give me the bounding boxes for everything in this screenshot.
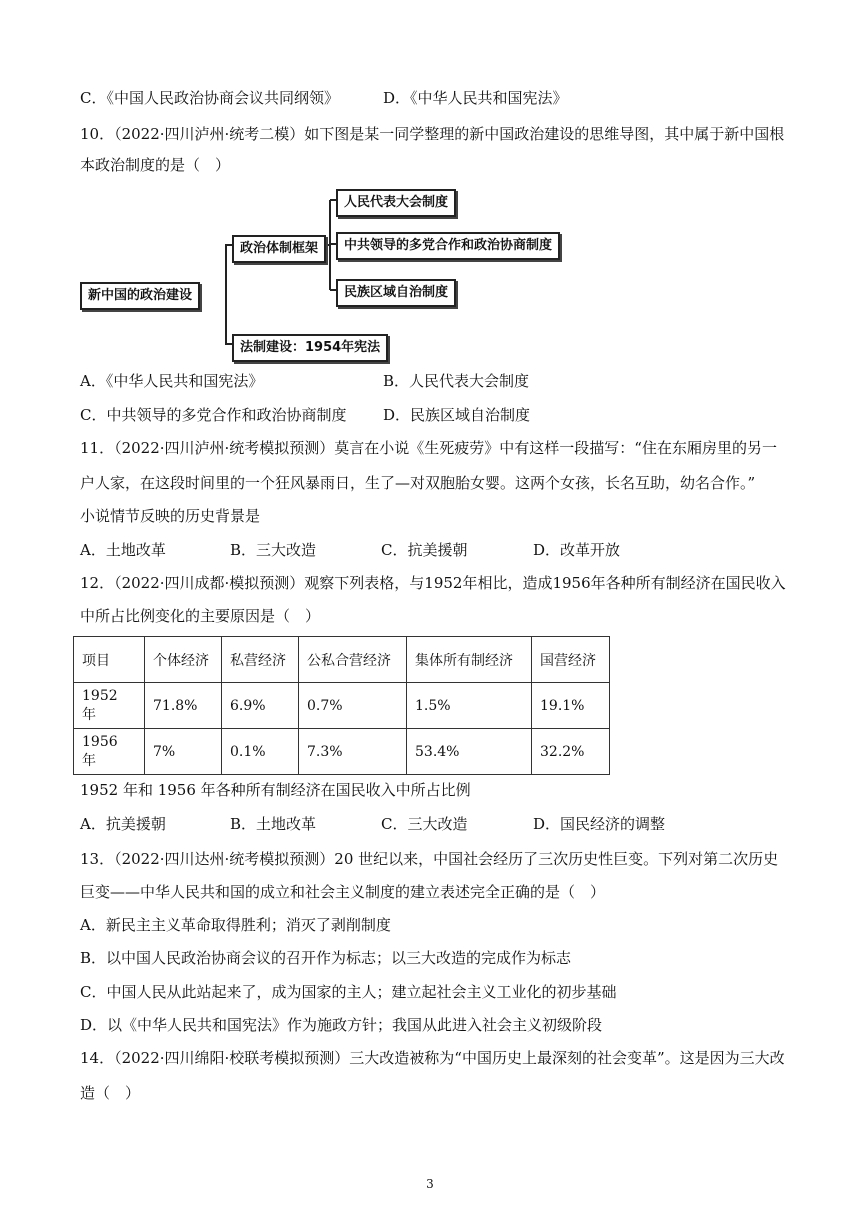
q11-stem-line3: 小说情节反映的历史背景是 xyxy=(80,507,261,525)
table-header-cell: 项目 xyxy=(74,637,145,683)
q12-stem-line2: 中所占比例变化的主要原因是（ ） xyxy=(80,607,321,625)
q10-option-a: A．《中华人民共和国宪法》 xyxy=(80,372,264,390)
q11-option-c: C．抗美援朝 xyxy=(381,541,468,559)
table-cell: 53.4% xyxy=(407,729,532,775)
q12-table-caption: 1952 年和 1956 年各种所有制经济在国民收入中所占比例 xyxy=(80,781,471,799)
table-cell: 71.8% xyxy=(145,683,222,729)
q12-option-b: B．土地改革 xyxy=(230,815,317,833)
q12-option-d: D．国民经济的调整 xyxy=(533,815,666,833)
table-cell: 6.9% xyxy=(222,683,299,729)
table-row xyxy=(74,729,610,775)
q10-option-c: C．中共领导的多党合作和政治协商制度 xyxy=(80,406,347,424)
mindmap-root: 新中国的政治建设 xyxy=(80,282,200,310)
q13-option-c: C．中国人民从此站起来了，成为国家的主人；建立起社会主义工业化的初步基础 xyxy=(80,983,617,1001)
table-header-cell: 集体所有制经济 xyxy=(407,637,532,683)
table-header-cell: 公私合营经济 xyxy=(299,637,407,683)
q11-option-a: A．土地改革 xyxy=(80,541,166,559)
q13-option-d: D．以《中华人民共和国宪法》作为施政方针；我国从此进入社会主义初级阶段 xyxy=(80,1016,603,1034)
q13-stem-line2: 巨变——中华人民共和国的成立和社会主义制度的建立表述完全正确的是（ ） xyxy=(80,883,606,901)
q12-stem-line1: 12．（2022·四川成都·模拟预测）观察下列表格，与1952年相比，造成1956年各种所有制经济在国民收入 xyxy=(80,574,786,592)
q10-option-b: B．人民代表大会制度 xyxy=(383,372,530,390)
q11-stem-line2: 户人家，在这段时间里的一个狂风暴雨日，生了—对双胞胎女婴。这两个女孩，长名互助，幼名合作。” xyxy=(80,474,756,492)
q9-option-d: D．《中华人民共和国宪法》 xyxy=(383,89,568,107)
table-cell: 1956 年 xyxy=(74,729,145,775)
q11-option-d: D．改革开放 xyxy=(533,541,621,559)
q11-option-b: B．三大改造 xyxy=(230,541,317,559)
table-cell: 19.1% xyxy=(532,683,610,729)
q13-stem-line1: 13．（2022·四川达州·统考模拟预测）20 世纪以来，中国社会经历了三次历史性巨变。下列对第二次历史 xyxy=(80,850,779,868)
table-header-row xyxy=(74,637,610,683)
q10-stem-line2: 本政治制度的是（ ） xyxy=(80,156,231,174)
q14-stem-line1: 14．（2022·四川绵阳·校联考模拟预测）三大改造被称为“中国历史上最深刻的社会变革”。这是因为三大改 xyxy=(80,1049,785,1067)
table-cell: 7% xyxy=(145,729,222,775)
q9-option-c: C．《中国人民政治协商会议共同纲领》 xyxy=(80,89,339,107)
mindmap-leaf-multiparty-cooperation: 中共领导的多党合作和政治协商制度 xyxy=(336,232,560,260)
mindmap-leaf-regional-autonomy: 民族区域自治制度 xyxy=(336,279,456,307)
ownership-economy-table xyxy=(73,636,610,775)
table-cell: 32.2% xyxy=(532,729,610,775)
table-row xyxy=(74,683,610,729)
mindmap-branch-political-system: 政治体制框架 xyxy=(232,235,326,263)
table-cell: 0.1% xyxy=(222,729,299,775)
q13-option-b: B．以中国人民政治协商会议的召开作为标志；以三大改造的完成作为标志 xyxy=(80,949,572,967)
q12-option-c: C．三大改造 xyxy=(381,815,468,833)
table-header-cell: 私营经济 xyxy=(222,637,299,683)
q10-option-d: D．民族区域自治制度 xyxy=(383,406,531,424)
table-cell: 1952 年 xyxy=(74,683,145,729)
table-cell: 0.7% xyxy=(299,683,407,729)
q11-stem-line1: 11．（2022·四川泸州·统考模拟预测）莫言在小说《生死疲劳》中有这样一段描写：“住在东厢房里的另一 xyxy=(80,439,777,457)
mindmap-leaf-peoples-congress: 人民代表大会制度 xyxy=(336,189,456,217)
table-cell: 1.5% xyxy=(407,683,532,729)
q12-option-a: A．抗美援朝 xyxy=(80,815,166,833)
table-header-cell: 国营经济 xyxy=(532,637,610,683)
q13-option-a: A．新民主主义革命取得胜利；消灭了剥削制度 xyxy=(80,916,391,934)
table-cell: 7.3% xyxy=(299,729,407,775)
q10-stem-line1: 10．（2022·四川泸州·统考二模）如下图是某一同学整理的新中国政治建设的思维导图，其中属于新中国根 xyxy=(80,125,785,143)
table-header-cell: 个体经济 xyxy=(145,637,222,683)
mindmap-branch-legal-construction: 法制建设：1954年宪法 xyxy=(232,334,388,362)
page-number: 3 xyxy=(426,1177,434,1191)
q14-stem-line2: 造（ ） xyxy=(80,1084,141,1102)
